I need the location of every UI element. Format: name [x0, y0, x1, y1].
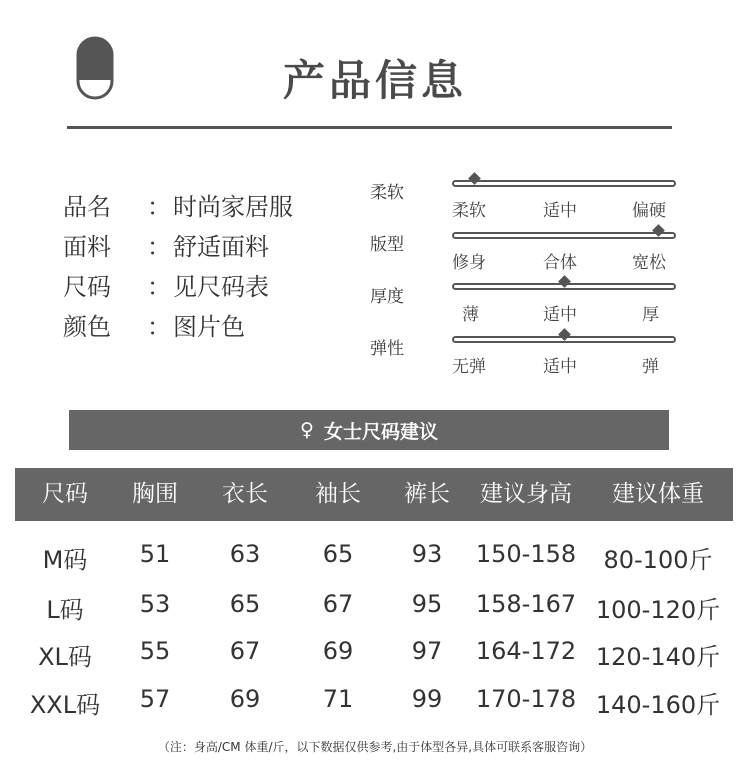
female-icon: ♀ [300, 419, 314, 441]
table-cell: 170-178 [475, 685, 577, 713]
info-value: 时尚家居服 [173, 192, 293, 221]
info-sep: ： [147, 192, 171, 221]
attr-label-thickness: 厚度 [370, 287, 404, 307]
info-sep: ： [147, 272, 171, 301]
attr-track-fit [452, 232, 676, 239]
table-cell: 95 [411, 590, 443, 618]
table-cell: 65 [229, 590, 261, 618]
attr-scale-mid: 合体 [543, 253, 577, 273]
size-advice-banner [69, 410, 669, 450]
info-sep: ： [147, 312, 171, 341]
info-row-size [63, 264, 293, 304]
info-row-color [63, 304, 293, 344]
attr-scale-high: 偏硬 [632, 201, 666, 221]
info-sep: ： [147, 232, 171, 261]
attr-scale-low: 无弹 [452, 357, 486, 377]
info-key: 颜色 [63, 312, 111, 341]
table-cell: 65 [322, 540, 354, 568]
info-value: 舒适面料 [173, 232, 269, 261]
attr-scale-mid: 适中 [543, 305, 577, 325]
table-cell: XL码 [38, 643, 92, 671]
attr-label-elasticity: 弹性 [370, 339, 404, 359]
table-cell: 120-140斤 [595, 643, 721, 671]
table-cell: 53 [139, 590, 171, 618]
table-cell: L码 [46, 596, 84, 624]
info-key: 品名 [63, 192, 111, 221]
table-cell: 55 [139, 637, 171, 665]
table-cell: 140-160斤 [595, 691, 721, 719]
table-cell: 67 [322, 590, 354, 618]
table-header-cell: 建议身高 [480, 481, 572, 507]
table-header-cell: 尺码 [42, 481, 88, 507]
table-header-cell: 胸围 [132, 481, 178, 507]
table-cell: 100-120斤 [595, 596, 721, 624]
table-header-cell: 衣长 [222, 481, 268, 507]
size-advice-title: 女士尺码建议 [323, 420, 438, 443]
table-cell: 63 [229, 540, 261, 568]
table-cell: 57 [139, 685, 171, 713]
table-cell: 158-167 [475, 590, 577, 618]
table-cell: 80-100斤 [603, 546, 713, 574]
table-cell: XXL码 [29, 691, 101, 719]
attr-scale-low: 修身 [452, 253, 486, 273]
product-info [63, 184, 293, 344]
divider [67, 126, 672, 129]
table-cell: 69 [229, 685, 261, 713]
footnote: （注：身高/CM 体重/斤，以下数据仅供参考,由于体型各异,具体可联系客服咨询） [157, 740, 593, 754]
info-key: 尺码 [63, 272, 111, 301]
table-cell: 71 [322, 685, 354, 713]
table-cell: 69 [322, 637, 354, 665]
info-key: 面料 [63, 232, 111, 261]
table-header-cell: 袖长 [315, 481, 361, 507]
table-cell: 67 [229, 637, 261, 665]
info-value: 图片色 [173, 312, 245, 341]
table-cell: 150-158 [475, 540, 577, 568]
info-row-name [63, 184, 293, 224]
table-cell: 164-172 [475, 637, 577, 665]
attr-scale-high: 宽松 [632, 253, 666, 273]
attr-scale-low: 薄 [462, 305, 479, 325]
info-value: 见尺码表 [173, 272, 269, 301]
info-row-fabric [63, 224, 293, 264]
attr-label-softness: 柔软 [370, 183, 404, 203]
page-title: 产品信息 [282, 56, 467, 105]
table-cell: 97 [411, 637, 443, 665]
table-header-cell: 裤长 [404, 481, 450, 507]
attr-scale-mid: 适中 [543, 357, 577, 377]
attr-scale-high: 厚 [642, 305, 659, 325]
table-header-cell: 建议体重 [612, 481, 704, 507]
attr-scale-high: 弹 [642, 357, 659, 377]
table-cell: M码 [42, 546, 88, 574]
table-cell: 99 [411, 685, 443, 713]
attr-scale-mid: 适中 [543, 201, 577, 221]
attr-label-fit: 版型 [370, 235, 404, 255]
table-cell: 93 [411, 540, 443, 568]
attr-scale-low: 柔软 [452, 201, 486, 221]
table-cell: 51 [139, 540, 171, 568]
attr-track-softness [452, 180, 676, 187]
